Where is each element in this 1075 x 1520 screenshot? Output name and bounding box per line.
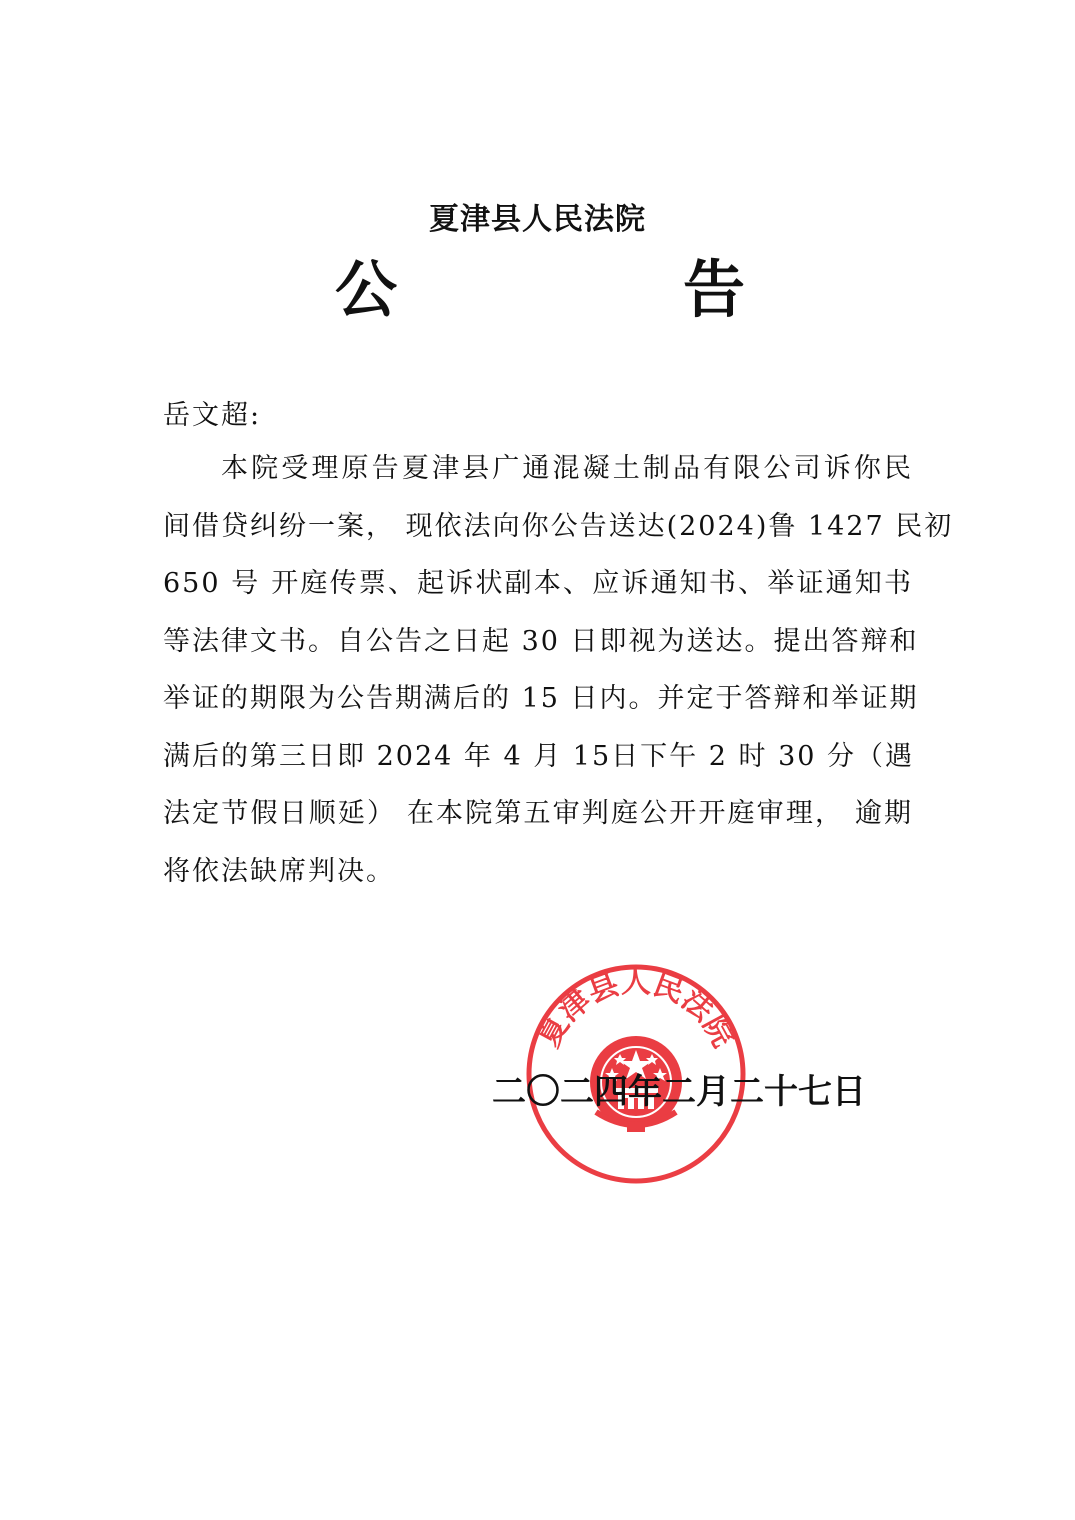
notice-body (163, 449, 954, 909)
title-char-gong: 公 (335, 253, 398, 326)
document-title (335, 254, 745, 326)
seal-text: 夏津县人民法院 (531, 965, 741, 1054)
issue-date: 二〇二四年二月二十七日 (492, 1072, 866, 1112)
body-line: 本院受理原告夏津县广通混凝土制品有限公司诉你民 (221, 453, 913, 484)
body-line: 法定节假日顺延） 在本院第五审判庭公开开庭审理， 逾期 (163, 798, 913, 829)
title-char-gao: 告 (682, 253, 745, 326)
addressee: 岳文超: (163, 400, 262, 431)
body-line: 650 号 开庭传票、起诉状副本、应诉通知书、举证通知书 (163, 568, 913, 599)
body-line: 间借贷纠纷一案， 现依法向你公告送达(2024)鲁 1427 民初 (163, 510, 954, 542)
body-line: 举证的期限为公告期满后的 15 日内。并定于答辩和举证期 (163, 683, 919, 714)
body-line: 将依法缺席判决。 (163, 855, 395, 887)
body-line: 等法律文书。自公告之日起 30 日即视为送达。提出答辩和 (163, 625, 919, 657)
court-name: 夏津县人民法院 (429, 202, 646, 237)
body-line: 满后的第三日即 2024 年 4 月 15日下午 2 时 30 分（遇 (163, 740, 915, 772)
